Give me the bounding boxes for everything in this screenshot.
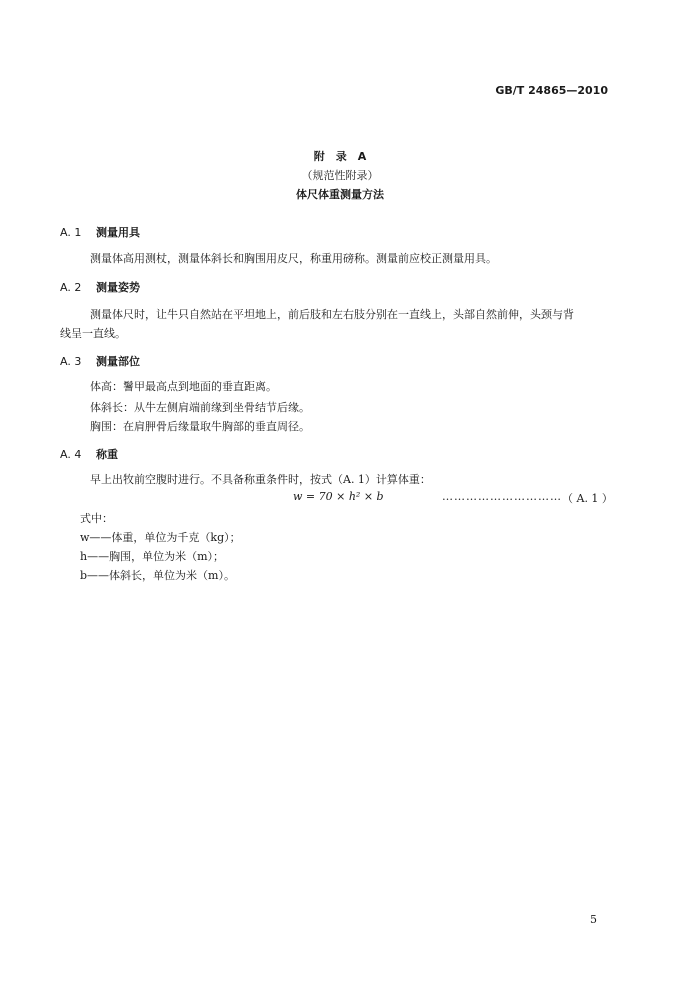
section-paragraph: 测量体尺时，让牛只自然站在平坦地上，前后肢和左右肢分别在一直线上，头部自然前伸，头颈与背 bbox=[90, 308, 574, 321]
section-paragraph: 早上出牧前空腹时进行。不具备称重条件时，按式（A. 1）计算体重： bbox=[90, 473, 431, 486]
section-heading bbox=[60, 353, 140, 369]
formula-leader-dots: ………………………… bbox=[442, 490, 562, 503]
section-paragraph: 线呈一直线。 bbox=[60, 327, 126, 340]
standard-number: GB/T 24865—2010 bbox=[495, 84, 608, 97]
section-title: 称重 bbox=[96, 448, 118, 461]
section-title: 测量姿势 bbox=[96, 281, 140, 294]
section-paragraph: 体斜长：从牛左侧肩端前缘到坐骨结节后缘。 bbox=[90, 401, 310, 414]
annex-type: （规范性附录） bbox=[301, 169, 379, 182]
section-number: A. 4 bbox=[60, 448, 82, 461]
section-title: 测量部位 bbox=[96, 355, 140, 368]
where-label: 式中： bbox=[80, 512, 113, 525]
variable-definitions bbox=[80, 510, 241, 586]
section-paragraph: 体高：鬐甲最高点到地面的垂直距离。 bbox=[90, 380, 277, 393]
section-title: 测量用具 bbox=[96, 226, 140, 239]
variable-definition: w——体重，单位为千克（kg）； bbox=[80, 531, 241, 544]
equation-reference: （ A. 1 ） bbox=[562, 492, 613, 505]
section-number: A. 1 bbox=[60, 226, 82, 239]
section-number: A. 3 bbox=[60, 355, 82, 368]
variable-definition: h——胸围，单位为米（m）； bbox=[80, 550, 225, 563]
formula-expression: w = 70 × h² × b bbox=[293, 490, 384, 503]
section-number: A. 2 bbox=[60, 281, 82, 294]
section-heading bbox=[60, 446, 118, 462]
section-paragraph: 测量体高用测杖，测量体斜长和胸围用皮尺，称重用磅称。测量前应校正测量用具。 bbox=[90, 252, 497, 265]
section-heading bbox=[60, 224, 140, 240]
annex-title: 体尺体重测量方法 bbox=[296, 188, 384, 201]
section-heading bbox=[60, 279, 140, 295]
page-number: 5 bbox=[590, 913, 597, 926]
annex-label: 附 录 A bbox=[313, 150, 367, 163]
section-paragraph: 胸围：在肩胛骨后缘量取牛胸部的垂直周径。 bbox=[90, 420, 310, 433]
variable-definition: b——体斜长，单位为米（m）。 bbox=[80, 569, 235, 582]
